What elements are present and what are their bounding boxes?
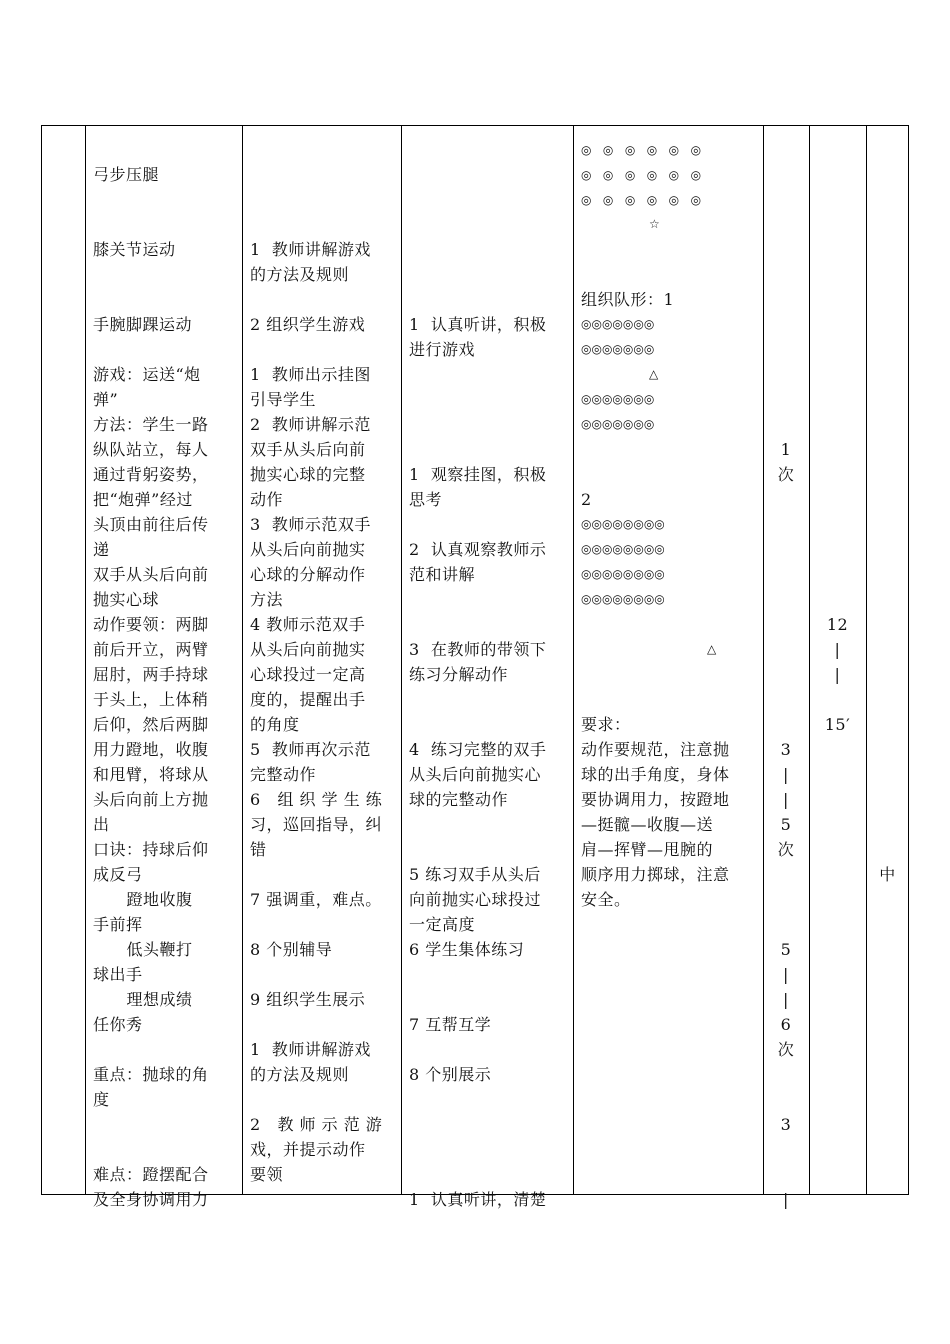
teacher-line: 7 强调重，难点。 <box>250 890 382 909</box>
formation-symbols: ◎ ◎ ◎ ◎ ◎ ◎ <box>581 193 702 207</box>
formation-symbols: ◎ ◎ ◎ ◎ ◎ ◎ <box>581 143 702 157</box>
teacher-line: 动作 <box>250 490 284 509</box>
repetition-mark: | <box>783 790 789 809</box>
content-line: 递 <box>93 540 110 559</box>
teacher-line: 5 教师再次示范 <box>250 740 371 759</box>
content-line: 头顶由前往后传 <box>93 515 209 534</box>
teacher-line: 1 教师讲解游戏 <box>250 1040 371 1059</box>
teacher-line: 错 <box>250 840 267 859</box>
student-line: 1 认真听讲，清楚 <box>409 1190 547 1209</box>
teacher-line: 1 教师出示挂图 <box>250 365 371 384</box>
content-line: 重点：抛球的角 <box>93 1065 209 1084</box>
repetition-mark: 5 <box>780 940 792 959</box>
content-line: 通过背躬姿势， <box>93 465 209 484</box>
student-line: 6 学生集体练习 <box>409 940 525 959</box>
student-line: 进行游戏 <box>409 340 476 359</box>
repetition-mark: 次 <box>777 1040 795 1059</box>
content-line: 弹” <box>93 390 119 409</box>
content-line: 游戏：运送“炮 <box>93 365 201 384</box>
content-line: 纵队站立，每人 <box>93 440 209 459</box>
teacher-line: 的方法及规则 <box>250 1065 350 1084</box>
content-line: 口诀：持球后仰 <box>93 840 209 859</box>
teacher-line: 的方法及规则 <box>250 265 350 284</box>
content-line: 头后向前上方抛 <box>93 790 209 809</box>
teacher-line: 6 组 织 学 生 练 <box>250 790 383 809</box>
teacher-activity-column <box>242 126 401 1194</box>
intensity-column <box>866 126 909 1194</box>
content-line: 出 <box>93 815 110 834</box>
organization-line: 组织队形：1 <box>581 290 675 309</box>
student-line: 向前抛实心球投过 <box>409 890 542 909</box>
repetition-mark: | <box>783 1190 789 1209</box>
formation-symbols: ☆ <box>649 217 660 231</box>
teacher-line: 1 教师讲解游戏 <box>250 240 371 259</box>
time-column <box>809 126 866 1194</box>
teacher-line: 双手从头后向前 <box>250 440 366 459</box>
student-line: 8 个别展示 <box>409 1065 492 1084</box>
teacher-line: 4 教师示范双手 <box>250 615 366 634</box>
teacher-line: 要领 <box>250 1165 284 1184</box>
content-line: 和甩臂，将球从 <box>93 765 209 784</box>
lesson-plan-table <box>41 125 909 1209</box>
content-line: 度 <box>93 1090 110 1109</box>
teacher-line: 的角度 <box>250 715 300 734</box>
student-line: 2 认真观察教师示 <box>409 540 547 559</box>
teacher-line: 2 组织学生游戏 <box>250 315 366 334</box>
content-line: 动作要领：两脚 <box>93 615 209 634</box>
content-line: 手腕脚踝运动 <box>93 315 193 334</box>
time-mark: | <box>834 640 841 659</box>
repetition-mark: 次 <box>777 840 795 859</box>
formation-symbols: ◎◎◎◎◎◎◎ <box>581 392 655 406</box>
repetition-mark: 6 <box>780 1015 792 1034</box>
formation-symbols: ◎◎◎◎◎◎◎◎ <box>581 592 665 606</box>
content-column <box>85 126 242 1209</box>
teacher-line: 从头后向前抛实 <box>250 640 366 659</box>
content-line: 方法：学生一路 <box>93 415 209 434</box>
content-line: 后仰，然后两脚 <box>93 715 209 734</box>
organization-line: 安全。 <box>581 890 631 909</box>
student-line: 从头后向前抛实心 <box>409 765 542 784</box>
repetition-mark: | <box>783 765 789 784</box>
student-line: 一定高度 <box>409 915 476 934</box>
student-line: 5 练习双手从头后 <box>409 865 541 884</box>
repetition-mark: | <box>783 990 789 1009</box>
repetitions-column <box>763 126 809 1209</box>
formation-symbols: ◎◎◎◎◎◎◎◎ <box>581 567 665 581</box>
organization-line: 要求： <box>581 715 631 734</box>
repetition-mark: | <box>783 965 789 984</box>
repetition-mark: 5 <box>780 815 792 834</box>
student-line: 4 练习完整的双手 <box>409 740 547 759</box>
content-line: 膝关节运动 <box>93 240 176 259</box>
formation-symbols: △ <box>707 642 717 656</box>
student-line: 思考 <box>409 490 443 509</box>
content-line: 手前挥 <box>93 915 143 934</box>
student-line: 1 观察挂图，积极 <box>409 465 547 484</box>
teacher-line: 从头后向前抛实 <box>250 540 366 559</box>
organization-line: 肩—挥臂—甩腕的 <box>581 840 714 859</box>
student-line: 球的完整动作 <box>409 790 509 809</box>
teacher-line: 8 个别辅导 <box>250 940 333 959</box>
student-line: 范和讲解 <box>409 565 476 584</box>
teacher-line: 引导学生 <box>250 390 317 409</box>
content-line: 于头上，上体稍 <box>93 690 209 709</box>
organization-line: 球的出手角度，身体 <box>581 765 730 784</box>
organization-line: 顺序用力掷球，注意 <box>581 865 730 884</box>
teacher-line: 心球的分解动作 <box>250 565 366 584</box>
student-line: 练习分解动作 <box>409 665 509 684</box>
repetition-mark: 1 <box>780 440 792 459</box>
organization-line: 要协调用力，按蹬地 <box>581 790 730 809</box>
formation-symbols: ◎◎◎◎◎◎◎◎ <box>581 542 665 556</box>
time-mark: 15′ <box>824 715 851 734</box>
content-line: 用力蹬地，收腹 <box>93 740 209 759</box>
repetition-mark: 次 <box>777 465 795 484</box>
content-line: 理想成绩 <box>93 990 193 1009</box>
content-line: 蹬地收腹 <box>93 890 193 909</box>
student-line: 3 在教师的带领下 <box>409 640 547 659</box>
content-line: 弓步压腿 <box>93 165 160 184</box>
content-line: 抛实心球 <box>93 590 160 609</box>
formation-symbols: ◎ ◎ ◎ ◎ ◎ ◎ <box>581 168 702 182</box>
teacher-line: 2 教师讲解示范 <box>250 415 371 434</box>
organization-line: —挺髋—收腹—送 <box>581 815 714 834</box>
teacher-line: 完整动作 <box>250 765 317 784</box>
teacher-line: 戏，并提示动作 <box>250 1140 366 1159</box>
content-line: 球出手 <box>93 965 143 984</box>
repetition-mark: 3 <box>780 1115 792 1134</box>
organization-line: 2 <box>581 490 592 509</box>
time-mark: 12 <box>826 615 849 634</box>
time-mark: | <box>834 665 841 684</box>
repetition-mark: 3 <box>780 740 792 759</box>
content-line: 前后开立，两臂 <box>93 640 209 659</box>
content-line: 成反弓 <box>93 865 143 884</box>
content-line: 低头鞭打 <box>93 940 193 959</box>
teacher-line: 度的，提醒出手 <box>250 690 366 709</box>
teacher-line: 2 教 师 示 范 游 <box>250 1115 383 1134</box>
student-line: 1 认真听讲，积极 <box>409 315 547 334</box>
content-line: 双手从头后向前 <box>93 565 209 584</box>
organization-line: 动作要规范，注意抛 <box>581 740 730 759</box>
teacher-line: 心球投过一定高 <box>250 665 366 684</box>
formation-symbols: ◎◎◎◎◎◎◎◎ <box>581 517 665 531</box>
student-line: 7 互帮互学 <box>409 1015 492 1034</box>
content-line: 任你秀 <box>93 1015 143 1034</box>
formation-symbols: ◎◎◎◎◎◎◎ <box>581 317 655 331</box>
organization-column <box>573 126 763 1194</box>
formation-symbols: ◎◎◎◎◎◎◎ <box>581 342 655 356</box>
content-line: 屈肘，两手持球 <box>93 665 209 684</box>
teacher-line: 习，巡回指导，纠 <box>250 815 383 834</box>
content-line: 难点：蹬摆配合 <box>93 1165 209 1184</box>
content-line: 把“炮弹”经过 <box>93 490 193 509</box>
formation-symbols: △ <box>649 367 659 381</box>
student-activity-column <box>401 126 573 1209</box>
teacher-line: 9 组织学生展示 <box>250 990 366 1009</box>
formation-symbols: ◎◎◎◎◎◎◎ <box>581 417 655 431</box>
teacher-line: 方法 <box>250 590 284 609</box>
intensity-mark: 中 <box>879 865 896 884</box>
teacher-line: 3 教师示范双手 <box>250 515 371 534</box>
content-line: 及全身协调用力 <box>93 1190 209 1209</box>
teacher-line: 抛实心球的完整 <box>250 465 366 484</box>
